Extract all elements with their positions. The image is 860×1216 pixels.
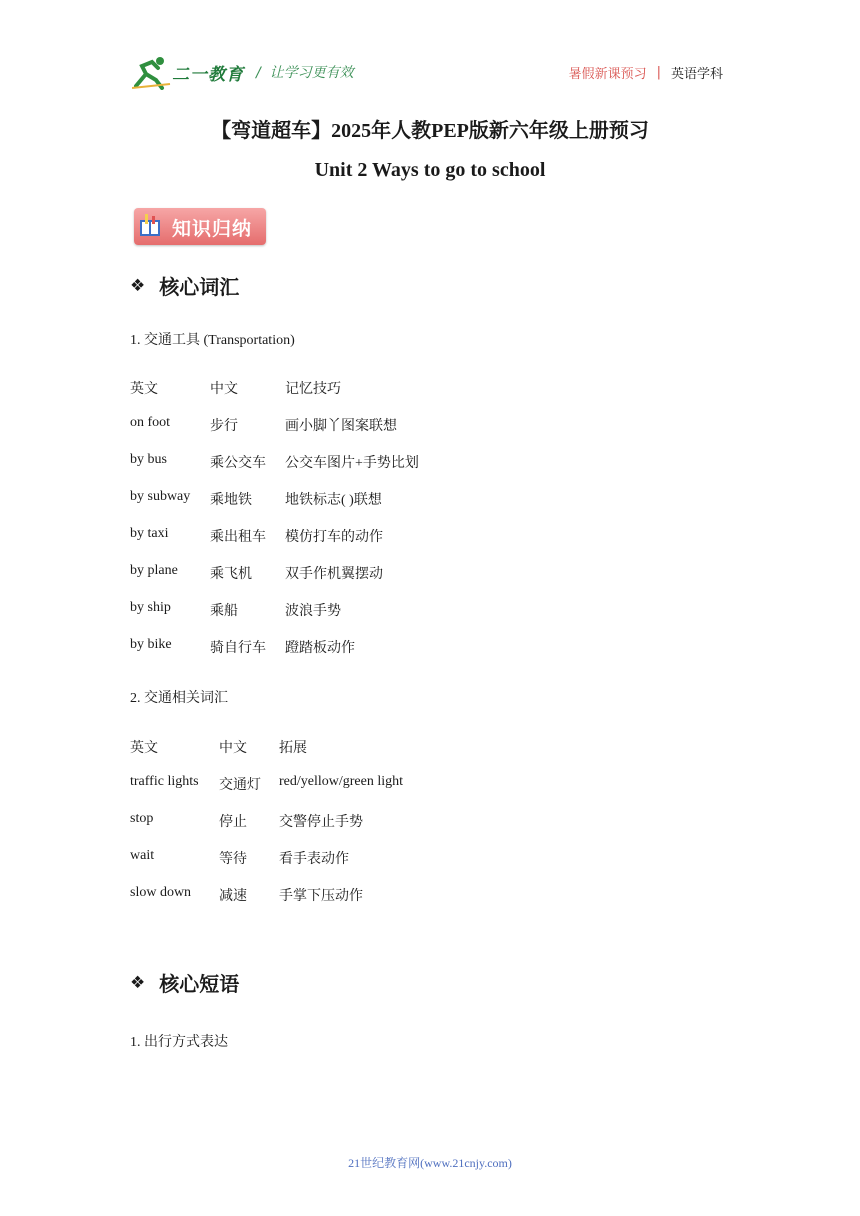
table-cell: 停止: [219, 815, 247, 830]
logo-text: 二一教育: [172, 65, 244, 85]
table-cell: by subway: [130, 489, 191, 504]
table-cell: red/yellow/green light: [279, 774, 404, 789]
badge-label: 知识归纳: [172, 218, 253, 240]
table-cell: 乘船: [210, 604, 238, 619]
table-cell: 双手作机翼摆动: [285, 567, 383, 582]
slogan: / 让学习更有效: [256, 65, 354, 81]
table-cell: 等待: [219, 852, 247, 867]
table-cell: 画小脚丫图案联想: [285, 419, 397, 434]
table-header-cell: 中文: [219, 741, 247, 756]
table-cell: 骑自行车: [210, 641, 266, 656]
logo-runner-icon: [132, 56, 172, 90]
table-cell: 公交车图片+手势比划: [285, 456, 419, 471]
table-cell: 乘地铁: [210, 493, 252, 508]
footer-source: 21世纪教育网(www.21cnjy.com): [348, 1156, 512, 1170]
table-cell: 蹬踏板动作: [285, 641, 355, 656]
section-title: 核心词汇: [159, 275, 240, 299]
table-cell: 步行: [210, 419, 238, 434]
table-cell: 地铁标志( )联想: [285, 493, 382, 508]
header-separator: |: [656, 65, 661, 80]
table-cell: by taxi: [130, 526, 169, 541]
diamond-bullet-icon: ❖: [130, 275, 146, 296]
section-heading-phrases: [130, 968, 239, 997]
subsection-title: 2. 交通相关词汇: [130, 691, 228, 706]
table-cell: 波浪手势: [285, 604, 341, 619]
section-badge: [134, 208, 266, 245]
table-cell: on foot: [130, 415, 171, 430]
table-cell: 看手表动作: [279, 852, 349, 867]
page-title: 【弯道超车】2025年人教PEP版新六年级上册预习: [211, 120, 649, 142]
table-cell: by bus: [130, 452, 167, 467]
section-title: 核心短语: [159, 972, 240, 996]
table-cell: slow down: [130, 885, 192, 900]
header-subtitle: 暑假新课预习: [568, 67, 647, 82]
table-header-cell: 英文: [130, 741, 158, 756]
subsection-title: 1. 交通工具 (Transportation): [130, 333, 295, 348]
table-cell: by ship: [130, 600, 171, 615]
table-header-cell: 中文: [210, 382, 238, 397]
table-cell: 乘出租车: [210, 530, 266, 545]
table-cell: 乘飞机: [210, 567, 252, 582]
table-cell: 减速: [219, 889, 247, 904]
book-icon: [139, 214, 161, 238]
table-cell: 乘公交车: [210, 456, 266, 471]
table-cell: 交通灯: [219, 778, 261, 793]
table-cell: traffic lights: [130, 774, 199, 789]
header-right: [569, 63, 723, 82]
table-cell: 交警停止手势: [279, 815, 363, 830]
table-header-cell: 英文: [130, 382, 158, 397]
section-heading-vocab: [130, 271, 239, 300]
unit-title: Unit 2 Ways to go to school: [314, 159, 546, 181]
table-cell: wait: [130, 848, 155, 863]
table-header-cell: 记忆技巧: [285, 382, 341, 397]
subsection-title: 1. 出行方式表达: [130, 1035, 228, 1050]
table-cell: 模仿打车的动作: [285, 530, 383, 545]
table-cell: stop: [130, 811, 154, 826]
slogan-text: 让学习更有效: [269, 65, 354, 81]
table-cell: by bike: [130, 637, 172, 652]
diamond-bullet-icon: ❖: [130, 972, 146, 993]
header-subject: 英语学科: [670, 67, 723, 82]
table-header-cell: 拓展: [279, 741, 307, 756]
table-cell: 手掌下压动作: [279, 889, 363, 904]
table-cell: by plane: [130, 563, 178, 578]
